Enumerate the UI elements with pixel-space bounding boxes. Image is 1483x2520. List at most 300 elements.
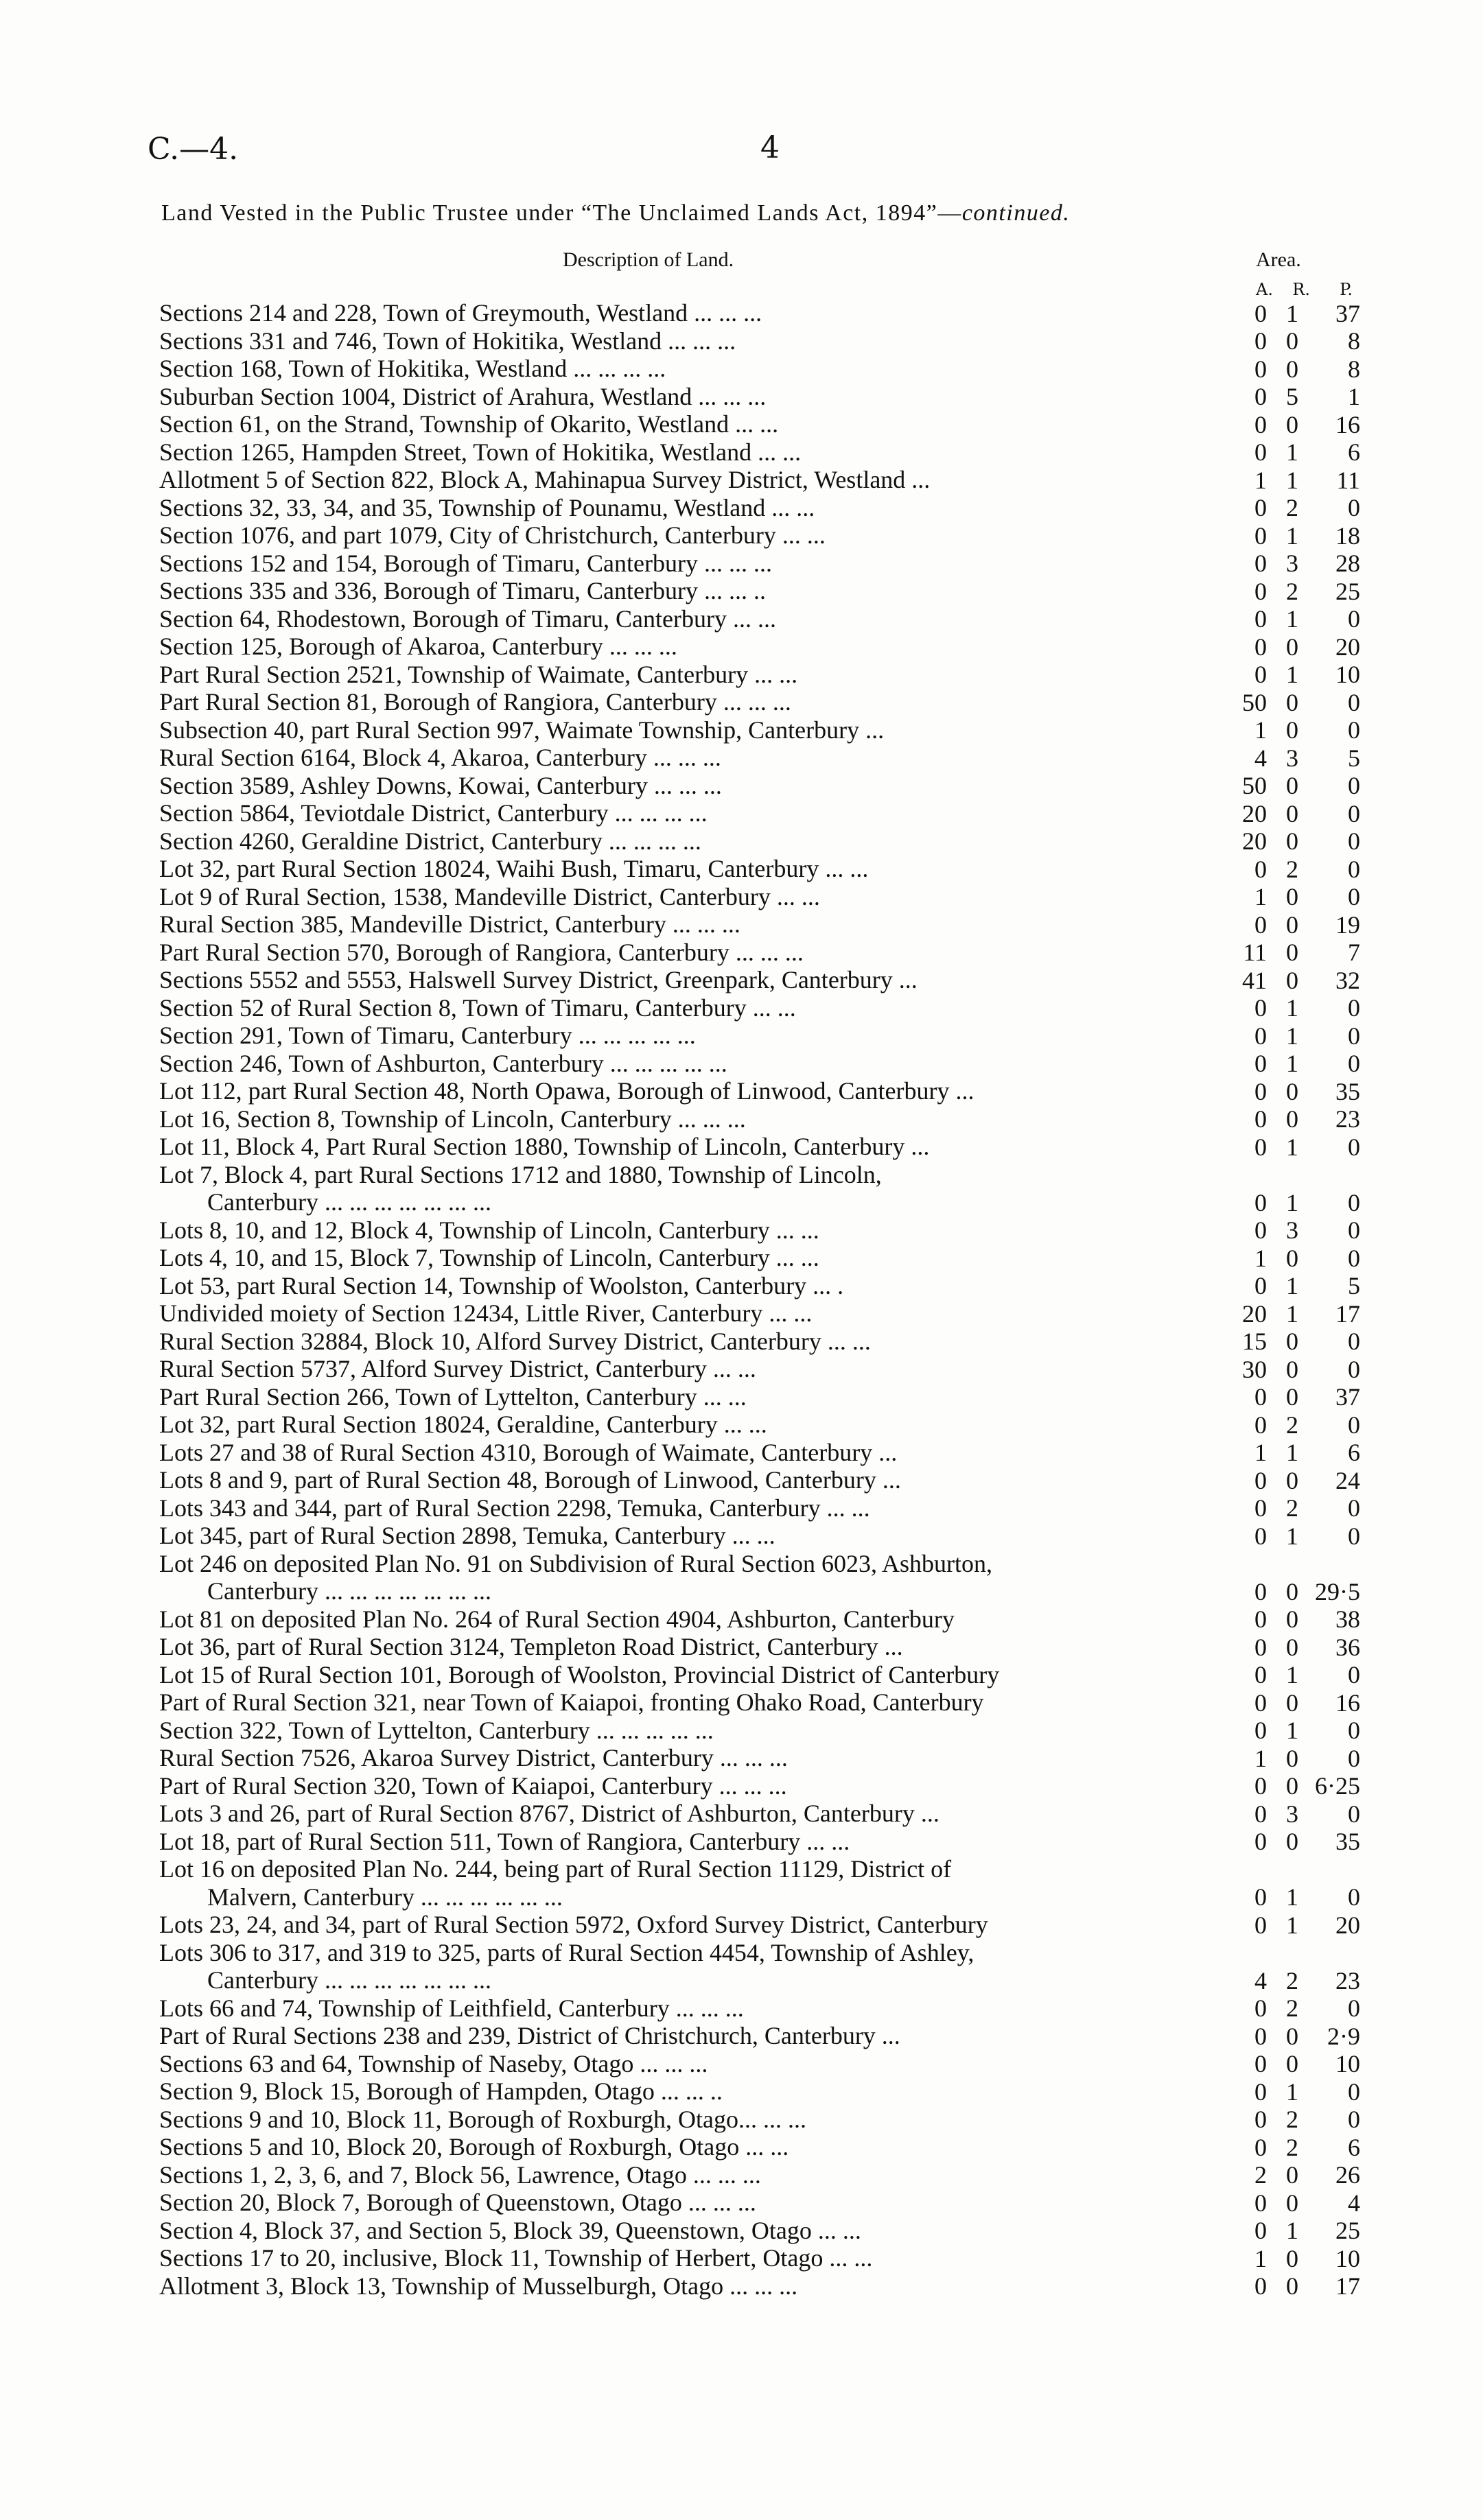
- area-acres: 0: [1254, 1772, 1267, 1800]
- description-text: Section 64, Rhodestown, Borough of Timaru, Canterbury ... ...: [159, 604, 776, 633]
- table-row: [0, 1355, 1483, 1383]
- area-perches: 0: [1348, 605, 1360, 633]
- area-acres: 0: [1254, 661, 1267, 688]
- table-row: [0, 633, 1483, 661]
- area-acres: 0: [1254, 2133, 1267, 2161]
- area-roods: 2: [1286, 577, 1298, 605]
- land-description: [159, 1328, 1175, 1355]
- area-roods: 0: [1286, 355, 1298, 383]
- area-acres: 0: [1254, 2272, 1267, 2300]
- description-text: Sections 1, 2, 3, 6, and 7, Block 56, Lawrence, Otago ... ... ...: [159, 2160, 761, 2189]
- area-perches: 8: [1348, 355, 1360, 383]
- land-description: [159, 1772, 1175, 1800]
- description-text: Lots 343 and 344, part of Rural Section 2298, Temuka, Canterbury ... ...: [159, 1494, 870, 1522]
- area-roods: 0: [1286, 2161, 1298, 2189]
- area-perches: 0: [1348, 1800, 1360, 1828]
- area-perches: 0: [1348, 1355, 1360, 1383]
- table-row: [0, 1216, 1483, 1245]
- table-row: [0, 1244, 1483, 1272]
- land-description: [159, 1272, 1175, 1299]
- description-text: Section 1265, Hampden Street, Town of Hokitika, Westland ... ...: [159, 438, 802, 466]
- area-roods: 1: [1286, 1188, 1298, 1216]
- land-description: [159, 1939, 1175, 1994]
- area-acres: 0: [1254, 1022, 1267, 1050]
- area-perches: 0: [1348, 1411, 1360, 1439]
- page-title: [161, 200, 1390, 226]
- description-text: Section 246, Town of Ashburton, Canterbury ... ... ... ... ...: [159, 1049, 727, 1077]
- area-roods: 3: [1286, 1800, 1298, 1828]
- area-roods: 0: [1286, 966, 1298, 994]
- table-row: [0, 2022, 1483, 2050]
- table-row: [0, 1383, 1483, 1411]
- area-acres: 0: [1254, 1577, 1267, 1605]
- description-text: Lot 112, part Rural Section 48, North Opawa, Borough of Linwood, Canterbury ...: [159, 1077, 974, 1105]
- area-perches: 0: [1348, 1744, 1360, 1772]
- table-row: [0, 1633, 1483, 1661]
- land-description: [159, 1522, 1175, 1549]
- description-text: Lots 4, 10, and 15, Block 7, Township of Lincoln, Canterbury ... ...: [159, 1244, 819, 1271]
- area-perches: 17: [1335, 2272, 1360, 2300]
- description-text: Suburban Section 1004, District of Arahura, Westland ... ... ...: [159, 382, 767, 410]
- land-description: [159, 633, 1175, 660]
- description-text: Sections 5552 and 5553, Halswell Survey District, Greenpark, Canterbury ...: [159, 966, 918, 993]
- table-row: [0, 910, 1483, 939]
- land-description: [159, 577, 1175, 604]
- land-description: [159, 1439, 1175, 1466]
- area-acres: 0: [1254, 1216, 1267, 1244]
- land-description: [159, 2133, 1175, 2160]
- description-text: Allotment 3, Block 13, Township of Musselburgh, Otago ... ... ...: [159, 2272, 798, 2300]
- area-acres: 15: [1242, 1328, 1267, 1355]
- area-acres: 0: [1254, 1522, 1267, 1550]
- description-text: Rural Section 5737, Alford Survey District, Canterbury ... ...: [159, 1355, 756, 1382]
- area-acres: 4: [1254, 744, 1267, 772]
- area-acres: 0: [1254, 1105, 1267, 1133]
- land-description: [159, 1411, 1175, 1438]
- area-acres: 0: [1254, 577, 1267, 605]
- land-description: [159, 1717, 1175, 1744]
- area-roods: 2: [1286, 2106, 1298, 2133]
- table-row: [0, 605, 1483, 633]
- description-text: Lot 32, part Rural Section 18024, Waihi Bush, Timaru, Canterbury ... ...: [159, 855, 869, 882]
- area-acres: 0: [1254, 494, 1267, 521]
- area-perches: 2·9: [1327, 2022, 1360, 2050]
- area-roods: 0: [1286, 1688, 1298, 1717]
- area-perches: 6: [1348, 1439, 1360, 1466]
- description-text: Sections 214 and 228, Town of Greymouth, Westland ... ... ...: [159, 299, 762, 327]
- page-number: 4: [760, 130, 780, 165]
- area-perches: 18: [1335, 521, 1360, 550]
- area-acres: 0: [1254, 1383, 1267, 1411]
- area-acres: 0: [1254, 550, 1267, 577]
- table-row: [0, 1855, 1483, 1911]
- area-acres: 1: [1254, 2244, 1267, 2272]
- table-row: [0, 1161, 1483, 1216]
- area-acres: 0: [1254, 1466, 1267, 1494]
- description-text: Sections 5 and 10, Block 20, Borough of Roxburgh, Otago ... ...: [159, 2133, 789, 2160]
- table-row: [0, 1439, 1483, 1467]
- area-acres: 0: [1254, 994, 1267, 1022]
- area-perches: 28: [1335, 550, 1360, 577]
- area-perches: 16: [1335, 410, 1360, 438]
- table-row: [0, 550, 1483, 578]
- area-roods: 1: [1286, 1522, 1298, 1550]
- land-description: [159, 855, 1175, 882]
- table-row: [0, 1744, 1483, 1772]
- area-acres: 1: [1254, 1244, 1267, 1272]
- description-text: Undivided moiety of Section 12434, Little River, Canterbury ... ...: [159, 1299, 813, 1327]
- area-roods: 0: [1286, 1077, 1298, 1105]
- table-row: [0, 1522, 1483, 1550]
- area-perches: 26: [1335, 2161, 1360, 2189]
- description-text: Lot 16 on deposited Plan No. 244, being part of Rural Section 11129, District of: [159, 1855, 952, 1883]
- area-perches: 29·5: [1315, 1577, 1360, 1605]
- area-roods: 1: [1286, 1661, 1298, 1688]
- description-text: Sections 9 and 10, Block 11, Borough of Roxburgh, Otago... ... ...: [159, 2105, 806, 2133]
- area-acres: 0: [1254, 1050, 1267, 1077]
- area-perches: 8: [1348, 327, 1360, 355]
- land-description: [159, 1688, 1175, 1716]
- table-row: [0, 410, 1483, 438]
- description-text: Lot 18, part of Rural Section 511, Town of Rangiora, Canterbury ... ...: [159, 1827, 850, 1855]
- area-perches: 0: [1348, 772, 1360, 799]
- area-roods: 2: [1286, 2133, 1298, 2161]
- area-perches: 0: [1348, 1883, 1360, 1911]
- area-roods: 2: [1286, 494, 1298, 521]
- area-roods: 3: [1286, 550, 1298, 577]
- table-row: [0, 855, 1483, 883]
- area-acres: 0: [1254, 299, 1267, 327]
- area-acres: 0: [1254, 1272, 1267, 1299]
- table-row: [0, 939, 1483, 967]
- area-acres: 20: [1242, 799, 1267, 827]
- table-row: [0, 1800, 1483, 1828]
- table-row: [0, 827, 1483, 856]
- document-reference: C.—4.: [148, 132, 239, 167]
- area-acres: 20: [1242, 827, 1267, 855]
- land-description: [159, 1077, 1175, 1105]
- area-roods: 0: [1286, 1355, 1298, 1383]
- area-acres: 11: [1243, 939, 1267, 966]
- table-row: [0, 2217, 1483, 2245]
- area-acres: 0: [1254, 2106, 1267, 2133]
- description-text: Subsection 40, part Rural Section 997, Waimate Township, Canterbury ...: [159, 716, 885, 744]
- table-row: [0, 327, 1483, 355]
- area-roods: 1: [1286, 466, 1298, 494]
- area-perches: 24: [1335, 1466, 1360, 1494]
- table-row: [0, 1605, 1483, 1634]
- area-roods: 0: [1286, 883, 1298, 910]
- area-roods: 0: [1286, 716, 1298, 744]
- area-perches: 0: [1348, 2077, 1360, 2106]
- table-row: [0, 521, 1483, 550]
- area-roods: 0: [1286, 827, 1298, 855]
- land-description: [159, 1800, 1175, 1827]
- area-roods: 0: [1286, 2050, 1298, 2077]
- area-roods: 1: [1286, 521, 1298, 550]
- area-perches: 10: [1335, 661, 1360, 688]
- area-roods: 1: [1286, 1439, 1298, 1466]
- area-perches: 0: [1348, 1216, 1360, 1244]
- table-row: [0, 1299, 1483, 1328]
- area-roods: 0: [1286, 633, 1298, 661]
- area-acres: 0: [1254, 1688, 1267, 1717]
- title-continued: continued.: [961, 200, 1071, 226]
- table-row: [0, 1828, 1483, 1856]
- area-acres: 0: [1254, 1828, 1267, 1855]
- description-text: Lot 9 of Rural Section, 1538, Mandeville District, Canterbury ... ...: [159, 882, 820, 910]
- area-roods: 0: [1286, 799, 1298, 827]
- land-description: [159, 827, 1175, 855]
- area-roods: 0: [1286, 1577, 1298, 1605]
- table-row: [0, 2189, 1483, 2217]
- table-row: [0, 744, 1483, 772]
- area-acres: 0: [1254, 1411, 1267, 1439]
- area-perches: 0: [1348, 1522, 1360, 1550]
- land-description: [159, 1466, 1175, 1494]
- land-description: [159, 1661, 1175, 1688]
- area-roods: 1: [1286, 1022, 1298, 1050]
- description-text: Sections 335 and 336, Borough of Timaru, Canterbury ... ... ..: [159, 577, 766, 604]
- area-perches: 10: [1335, 2244, 1360, 2272]
- land-description: [159, 1744, 1175, 1771]
- land-description: [159, 466, 1175, 493]
- area-acres: 41: [1242, 966, 1267, 994]
- description-text: Section 291, Town of Timaru, Canterbury ... ... ... ... ...: [159, 1022, 696, 1049]
- area-perches: 0: [1348, 827, 1360, 855]
- table-row: [0, 1050, 1483, 1078]
- table-row: [0, 1550, 1483, 1605]
- area-roods: 1: [1286, 1717, 1298, 1744]
- land-description: [159, 1855, 1175, 1911]
- area-perches: 0: [1348, 855, 1360, 883]
- area-perches: 5: [1348, 1272, 1360, 1299]
- description-text: Sections 152 and 154, Borough of Timaru, Canterbury ... ... ...: [159, 549, 772, 577]
- area-perches: 25: [1335, 577, 1360, 605]
- table-row: [0, 383, 1483, 411]
- area-roods: 0: [1286, 2022, 1298, 2050]
- description-text: Section 3589, Ashley Downs, Kowai, Canterbury ... ... ...: [159, 771, 722, 799]
- land-description: [159, 883, 1175, 910]
- description-text: Lots 8, 10, and 12, Block 4, Township of Lincoln, Canterbury ... ...: [159, 1216, 819, 1244]
- land-description: [159, 1244, 1175, 1271]
- area-perches: 35: [1335, 1077, 1360, 1105]
- area-roods: 0: [1286, 1466, 1298, 1494]
- area-perches: 16: [1335, 1688, 1360, 1717]
- area-perches: 0: [1348, 1188, 1360, 1216]
- area-acres: 1: [1254, 1439, 1267, 1466]
- table-row: [0, 1411, 1483, 1439]
- description-text: Lot 36, part of Rural Section 3124, Templeton Road District, Canterbury ...: [159, 1633, 903, 1660]
- description-text: Section 9, Block 15, Borough of Hampden, Otago ... ... ..: [159, 2077, 723, 2105]
- area-perches: 0: [1348, 716, 1360, 744]
- area-roods: 5: [1286, 383, 1298, 410]
- area-roods: 0: [1286, 327, 1298, 355]
- land-description: [159, 1828, 1175, 1855]
- table-row: [0, 1077, 1483, 1105]
- area-roods: 1: [1286, 1050, 1298, 1077]
- description-text: Lots 8 and 9, part of Rural Section 48, Borough of Linwood, Canterbury ...: [159, 1466, 901, 1494]
- description-text: Part Rural Section 2521, Township of Waimate, Canterbury ... ...: [159, 660, 798, 688]
- area-roods: 2: [1286, 1494, 1298, 1522]
- area-perches: 36: [1335, 1633, 1360, 1661]
- description-text: Section 61, on the Strand, Township of Okarito, Westland ... ...: [159, 410, 779, 438]
- land-description: [159, 383, 1175, 410]
- area-roods: 3: [1286, 744, 1298, 772]
- area-acres: 0: [1254, 355, 1267, 383]
- area-roods: 0: [1286, 1605, 1298, 1633]
- area-acres: 0: [1254, 2050, 1267, 2077]
- area-roods: 1: [1286, 299, 1298, 327]
- land-description: [159, 1216, 1175, 1244]
- area-roods: 0: [1286, 1244, 1298, 1272]
- description-text: Part Rural Section 266, Town of Lyttelton, Canterbury ... ...: [159, 1382, 747, 1411]
- area-perches: 1: [1348, 383, 1360, 410]
- land-description: [159, 2077, 1175, 2105]
- land-description: [159, 966, 1175, 993]
- area-perches: 0: [1348, 1328, 1360, 1355]
- area-roods: 0: [1286, 1383, 1298, 1411]
- area-acres: 0: [1254, 1883, 1267, 1911]
- description-text: Part Rural Section 81, Borough of Rangiora, Canterbury ... ... ...: [159, 688, 791, 716]
- description-text: Section 168, Town of Hokitika, Westland ... ... ... ...: [159, 355, 666, 382]
- land-description: [159, 2189, 1175, 2216]
- area-roods: 1: [1286, 605, 1298, 633]
- table-row: [0, 2077, 1483, 2106]
- table-row: [0, 1911, 1483, 1939]
- area-roods: 0: [1286, 1328, 1298, 1355]
- table-row: [0, 994, 1483, 1022]
- table-row: [0, 966, 1483, 994]
- description-text: Part of Rural Sections 238 and 239, District of Christchurch, Canterbury ...: [159, 2022, 900, 2049]
- land-description: [159, 327, 1175, 355]
- table-row: [0, 2272, 1483, 2300]
- land-description: [159, 1383, 1175, 1411]
- area-roods: 1: [1286, 1272, 1298, 1299]
- area-acres: 0: [1254, 1605, 1267, 1633]
- area-acres: 0: [1254, 1633, 1267, 1661]
- land-description: [159, 661, 1175, 688]
- area-acres: 20: [1242, 1299, 1267, 1328]
- area-perches: 32: [1335, 966, 1360, 994]
- description-text: Part of Rural Section 321, near Town of Kaiapoi, fronting Ohako Road, Canterbury: [159, 1688, 984, 1716]
- description-text: Sections 17 to 20, inclusive, Block 11, Township of Herbert, Otago ... ...: [159, 2244, 873, 2272]
- table-row: [0, 1688, 1483, 1717]
- table-row: [0, 661, 1483, 689]
- land-description: [159, 1994, 1175, 2022]
- area-perches: 19: [1335, 910, 1360, 939]
- land-table: [0, 299, 1483, 2300]
- area-acres: 0: [1254, 1800, 1267, 1828]
- land-description: [159, 605, 1175, 633]
- description-continuation: Canterbury ... ... ... ... ... ... ...: [207, 1188, 491, 1216]
- area-perches: 0: [1348, 883, 1360, 910]
- area-perches: 7: [1348, 939, 1360, 966]
- area-roods: 0: [1286, 2244, 1298, 2272]
- land-description: [159, 2161, 1175, 2189]
- table-row: [0, 1494, 1483, 1522]
- table-row: [0, 438, 1483, 467]
- area-perches: 0: [1348, 2106, 1360, 2133]
- description-continuation: Malvern, Canterbury ... ... ... ... ... ...: [207, 1883, 563, 1911]
- area-perches: 20: [1335, 633, 1360, 661]
- description-text: Lots 66 and 74, Township of Leithfield, Canterbury ... ... ...: [159, 1994, 744, 2022]
- column-header-description: Description of Land.: [563, 248, 734, 271]
- description-text: Part of Rural Section 320, Town of Kaiapoi, Canterbury ... ... ...: [159, 1771, 787, 1800]
- table-row: [0, 494, 1483, 522]
- area-acres: 0: [1254, 1494, 1267, 1522]
- land-description: [159, 910, 1175, 938]
- land-description: [159, 2272, 1175, 2300]
- description-text: Section 20, Block 7, Borough of Queenstown, Otago ... ... ...: [159, 2189, 756, 2216]
- area-roods: 0: [1286, 1828, 1298, 1855]
- area-acres: 0: [1254, 2189, 1267, 2217]
- area-roods: 0: [1286, 1744, 1298, 1772]
- area-acres: 1: [1254, 466, 1267, 494]
- land-description: [159, 772, 1175, 799]
- area-acres: 4: [1254, 1966, 1267, 1994]
- description-text: Lot 32, part Rural Section 18024, Geraldine, Canterbury ... ...: [159, 1411, 767, 1438]
- area-perches: 10: [1335, 2050, 1360, 2077]
- description-text: Lot 15 of Rural Section 101, Borough of Woolston, Provincial District of Canterbury: [159, 1660, 1000, 1688]
- area-roods: 1: [1286, 1133, 1298, 1161]
- area-roods: 2: [1286, 1994, 1298, 2022]
- area-roods: 2: [1286, 1966, 1298, 1994]
- description-text: Lot 345, part of Rural Section 2898, Temuka, Canterbury ... ...: [159, 1522, 775, 1549]
- area-roods: 0: [1286, 688, 1298, 716]
- area-acres: 0: [1254, 521, 1267, 550]
- land-description: [159, 2022, 1175, 2049]
- table-row: [0, 355, 1483, 383]
- description-text: Sections 32, 33, 34, and 35, Township of Pounamu, Westland ... ...: [159, 493, 815, 521]
- area-perches: 37: [1335, 299, 1360, 327]
- table-row: [0, 1105, 1483, 1133]
- land-description: [159, 1022, 1175, 1049]
- table-row: [0, 1772, 1483, 1800]
- description-text: Lots 23, 24, and 34, part of Rural Section 5972, Oxford Survey District, Canterbury: [159, 1911, 988, 1938]
- area-acres: 0: [1254, 1911, 1267, 1939]
- description-text: Sections 63 and 64, Township of Naseby, Otago ... ... ...: [159, 2049, 708, 2077]
- area-perches: 11: [1336, 466, 1360, 494]
- table-row: [0, 1661, 1483, 1689]
- description-text: Lots 3 and 26, part of Rural Section 8767, District of Ashburton, Canterbury ...: [159, 1800, 939, 1827]
- description-text: Lot 81 on deposited Plan No. 264 of Rural Section 4904, Ashburton, Canterbury: [159, 1605, 955, 1633]
- area-roods: 0: [1286, 1105, 1298, 1133]
- area-acres: 1: [1254, 1744, 1267, 1772]
- area-roods: 0: [1286, 2189, 1298, 2217]
- description-text: Section 4260, Geraldine District, Canterbury ... ... ... ...: [159, 827, 701, 855]
- area-roods: 1: [1286, 1911, 1298, 1939]
- land-description: [159, 438, 1175, 466]
- land-description: [159, 2106, 1175, 2133]
- land-description: [159, 939, 1175, 966]
- land-description: [159, 2217, 1175, 2244]
- area-roods: 1: [1286, 2217, 1298, 2244]
- description-text: Section 4, Block 37, and Section 5, Block 39, Queenstown, Otago ... ...: [159, 2216, 861, 2244]
- table-row: [0, 1939, 1483, 1994]
- land-description: [159, 1299, 1175, 1327]
- unit-acres: A.: [1256, 280, 1273, 299]
- area-acres: 0: [1254, 2077, 1267, 2106]
- area-roods: 1: [1286, 1299, 1298, 1328]
- description-text: Allotment 5 of Section 822, Block A, Mahinapua Survey District, Westland ...: [159, 466, 931, 493]
- description-text: Lot 7, Block 4, part Rural Sections 1712 and 1880, Township of Lincoln,: [159, 1160, 882, 1188]
- land-description: [159, 410, 1175, 438]
- description-text: Rural Section 32884, Block 10, Alford Survey District, Canterbury ... ...: [159, 1327, 871, 1355]
- area-acres: 1: [1254, 716, 1267, 744]
- description-continuation: Canterbury ... ... ... ... ... ... ...: [207, 1577, 491, 1605]
- area-perches: 4: [1348, 2189, 1360, 2217]
